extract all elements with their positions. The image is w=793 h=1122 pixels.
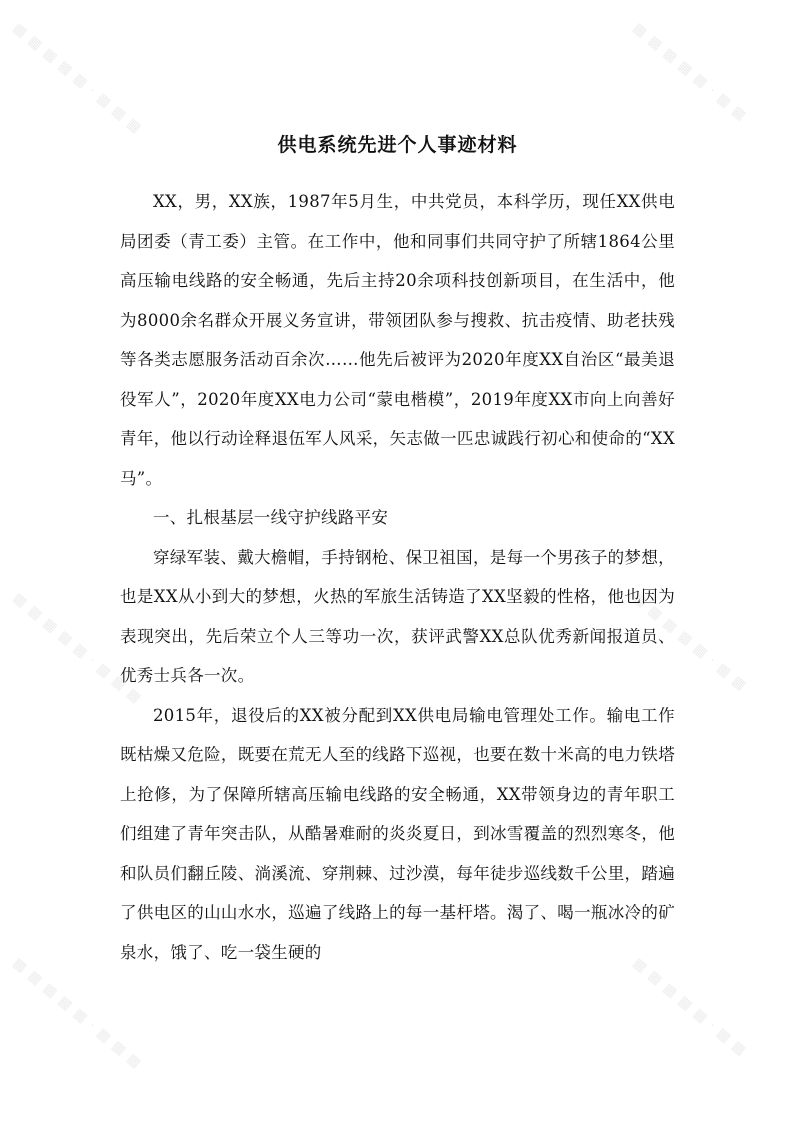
document-body <box>120 128 675 972</box>
body-paragraph: 2015年，退役后的XX被分配到XX供电局输电管理处工作。输电工作既枯燥又危险，既要在荒无人至的线路下巡视，也要在数十米高的电力铁塔上抢修，为了保障所辖高压输电线路的安全畅通，XX带领身边的青年职工们组建了青年突击队，从酷暑难耐的炎炎夏日，到冰雪覆盖的烈烈寒冬，他和队员们翻丘陵、淌溪流、穿荆棘、过沙漠，每年徒步巡线数千公里，踏遍了供电区的山山水水，巡遍了线路上的每一基杆塔。渴了、喝一瓶冰冷的矿泉水，饿了、吃一袋生硬的 <box>120 705 675 962</box>
watermark-mark: ▦ ▦ ▦ ▦ ▦ · ▦ ▦ ▦ <box>9 590 145 707</box>
intro-paragraph: XX，男，XX族，1987年5月生，中共党员，本科学历，现任XX供电局团委（青工委）主管。在工作中，他和同事们共同守护了所辖1864公里高压输电线路的安全畅通，先后主持20余项科技创新项目，在生活中，他为8000余名群众开展义务宣讲，带领团队参与搜救、抗击疫情、助老扶残等各类志愿服务活动百余次……他先后被评为2020年度XX自治区“最美退役军人”，2020年度XX电力公司“蒙电楷模”，2019年度XX市向上向善好青年，他以行动诠释退伍军人风采，矢志做一匹忠诚践行初心和使命的“XX马”。 <box>120 192 675 488</box>
watermark-mark: ▦ ▦ ▦ ▦ ▦ · ▦ ▦ <box>629 20 750 125</box>
watermark-mark: ▦ ▦ ▦ ▦ ▦ · ▦ ▦ ▦ <box>9 20 145 137</box>
watermark-mark: ▦ ▦ ▦ ▦ ▦ · ▦ ▦ <box>629 955 750 1060</box>
body-paragraph: 穿绿军装、戴大檐帽，手持钢枪、保卫祖国，是每一个男孩子的梦想，也是XX从小到大的梦想，火热的军旅生活铸造了XX坚毅的性格，他也因为表现突出，先后荣立个人三等功一次，获评武警XX总队优秀新闻报道员、优秀士兵各一次。 <box>120 547 675 685</box>
watermark-mark: ▦ ▦ ▦ ▦ ▦ · ▦ ▦ <box>629 590 750 695</box>
section-heading: 一、扎根基层一线守护线路平安 <box>153 508 389 527</box>
document-title: 供电系统先进个人事迹材料 <box>277 134 518 156</box>
watermark-mark: ▦ ▦ ▦ ▦ ▦ · ▦ ▦ ▦ <box>9 955 145 1072</box>
